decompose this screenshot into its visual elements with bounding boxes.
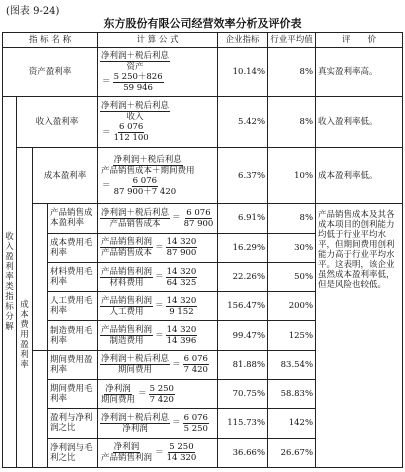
calc-denominator: 7 420 xyxy=(149,394,174,405)
calc-denominator: 14 320 xyxy=(166,453,197,464)
row-value: 81.88% xyxy=(218,350,268,379)
row-average: 8% xyxy=(268,47,316,97)
row-formula: $\frac{\text{净利润}}{\text{产品销售利润}}$ ＝ $\frac{5 250}{14 320}$ xyxy=(98,438,218,467)
formula-denominator: 净利润 xyxy=(122,423,148,434)
row-formula: $\frac{\text{净利润＋税后利息}}{\text{期间费用}}$ ＝ $\frac{6 076}{7 420}$ xyxy=(98,350,218,379)
row-formula: $\frac{\text{净利润＋税后利息}}{\text{产品销售成本}}$ ＝ $\frac{6 076}{87 900}$ xyxy=(98,204,218,233)
table-row xyxy=(3,97,403,148)
formula-numerator: 净利润 xyxy=(113,442,140,453)
row-formula: $\frac{\text{产品销售利润}}{\text{制造费用}}$ ＝ $\frac{14 320}{14 396}$ xyxy=(98,321,218,350)
calc-denominator: 7 420 xyxy=(183,365,208,376)
row-formula: $\frac{\text{产品销售利润}}{\text{人工费用}}$ ＝ $\frac{14 320}{9 152}$ xyxy=(98,292,218,321)
calc-numerator: 5 250 xyxy=(149,383,174,394)
formula-denominator: 产品销售成本 xyxy=(101,248,153,259)
row-name: 材料费用毛利率 xyxy=(48,262,98,291)
row-value: 99.47% xyxy=(218,321,268,350)
table-row xyxy=(3,47,403,97)
formula-denominator: 产品销售成本＋期间费用 xyxy=(101,165,195,176)
row-average: 30% xyxy=(268,233,316,262)
sub-group-label xyxy=(17,204,33,468)
row-value: 156.47% xyxy=(218,292,268,321)
row-average: 142% xyxy=(268,409,316,438)
row-average: 200% xyxy=(268,292,316,321)
row-name: 成本费用毛利率 xyxy=(48,233,98,262)
row-name: 产品销售成本盈利率 xyxy=(48,204,98,233)
formula-denominator: 产品销售成本 xyxy=(109,218,161,229)
formula-numerator: 产品销售利润 xyxy=(101,237,153,248)
formula-numerator: 产品销售利润 xyxy=(101,266,153,277)
side-group-text: 收 入 盈 利 率 类 指 标 分 解 xyxy=(5,232,14,333)
formula-numerator: 净利润＋税后利息 xyxy=(101,50,170,61)
calc-denominator: 112 100 xyxy=(113,133,149,144)
spacer-cell xyxy=(33,204,48,350)
row-value: 36.66% xyxy=(218,438,268,467)
formula-denominator: 产品销售利润 xyxy=(101,453,153,464)
row-value: 10.14% xyxy=(218,47,268,97)
row-formula: $\frac{\text{净利润＋税后利息}}{\text{收入}}$ ＝ $\frac{6 076}{112 100}$ xyxy=(98,97,218,148)
table-row xyxy=(3,147,403,203)
calc-denominator: 5 250 xyxy=(183,423,208,434)
header-formula: 计 算 公 式 xyxy=(98,33,218,48)
row-formula: $\frac{\text{净利润＋税后利息}}{\text{净利润}}$ ＝ $\frac{6 076}{5 250}$ xyxy=(98,409,218,438)
spacer-cell xyxy=(33,350,48,467)
row-average: 125% xyxy=(268,321,316,350)
efficiency-table xyxy=(2,32,403,468)
sub-group-text: 成 本 费 用 盈 利 率 xyxy=(20,300,29,371)
row-average: 10% xyxy=(268,147,316,203)
calc-numerator: 14 320 xyxy=(166,266,197,277)
row-name: 人工费用毛利率 xyxy=(48,292,98,321)
table-row xyxy=(3,204,403,233)
row-name: 资产盈利率 xyxy=(3,47,98,97)
row-value: 6.37% xyxy=(218,147,268,203)
header-evaluation: 评 价 xyxy=(316,33,403,48)
row-average: 8% xyxy=(268,97,316,148)
calc-numerator: 14 320 xyxy=(166,237,197,248)
spacer-cell xyxy=(17,147,33,203)
row-evaluation: 收入盈利率低。 xyxy=(316,97,403,148)
row-name: 期间费用盈利率 xyxy=(48,350,98,379)
row-average: 58.83% xyxy=(268,380,316,409)
formula-denominator: 期间费用 xyxy=(101,394,136,405)
formula-numerator: 净利润＋税后利息 xyxy=(101,412,170,423)
row-formula: $\frac{\text{净利润＋税后利息}}{\text{资产}}$ ＝ $\frac{5 250+826}{59 946}$ xyxy=(98,47,218,97)
side-group-label xyxy=(3,97,17,468)
row-value: 6.91% xyxy=(218,204,268,233)
formula-numerator: 净利润＋税后利息 xyxy=(101,101,170,112)
calc-denominator: 14 396 xyxy=(166,336,197,347)
row-average: 50% xyxy=(268,262,316,291)
row-name: 净利润与毛利之比 xyxy=(48,438,98,467)
formula-numerator: 净利润＋税后利息 xyxy=(101,354,170,365)
row-name: 盈利与净利润之比 xyxy=(48,409,98,438)
row-name: 成本盈利率 xyxy=(33,147,98,203)
formula-numerator: 净利润＋税后利息 xyxy=(101,207,170,218)
formula-denominator: 人工费用 xyxy=(109,306,144,317)
row-name: 收入盈利率 xyxy=(17,97,98,148)
formula-numerator: 净利润＋税后利息 xyxy=(113,154,182,165)
calc-denominator: 64 325 xyxy=(166,277,197,288)
calc-numerator: 6 076 xyxy=(183,412,208,423)
row-value: 5.42% xyxy=(218,97,268,148)
row-formula: $\frac{\text{净利润}}{\text{期间费用}}$ ＝ $\frac{5 250}{7 420}$ xyxy=(98,380,218,409)
formula-denominator: 资产 xyxy=(126,61,144,72)
calc-numerator: 5 250＋826 xyxy=(113,71,163,82)
calc-numerator: 6 076 xyxy=(118,122,144,133)
calc-numerator: 6 076 xyxy=(186,207,211,218)
row-value: 22.26% xyxy=(218,262,268,291)
row-formula: $\frac{\text{净利润＋税后利息}}{\text{产品销售成本＋期间费用}}$ ＝ $\frac{6 076}{87 900+7 420}$ xyxy=(98,147,218,203)
row-average: 8% xyxy=(268,204,316,233)
calc-numerator: 6 076 xyxy=(183,354,208,365)
row-evaluation: 真实盈利率高。 xyxy=(316,47,403,97)
formula-denominator: 制造费用 xyxy=(109,336,144,347)
header-average: 行业平均值 xyxy=(268,33,316,48)
formula-denominator: 材料费用 xyxy=(109,277,144,288)
header-row xyxy=(3,33,403,48)
row-formula: $\frac{\text{产品销售利润}}{\text{产品销售成本}}$ ＝ $\frac{14 320}{87 900}$ xyxy=(98,233,218,262)
row-value: 115.73% xyxy=(218,409,268,438)
calc-denominator: 59 946 xyxy=(123,82,153,93)
row-name: 制造费用毛利率 xyxy=(48,321,98,350)
calc-numerator: 14 320 xyxy=(166,325,197,336)
calc-numerator: 14 320 xyxy=(166,295,197,306)
row-name: 期间费用毛利率 xyxy=(48,380,98,409)
calc-denominator: 87 900 xyxy=(166,248,197,259)
header-name: 指 标 名 称 xyxy=(3,33,98,48)
detail-evaluation: 产品销售成本及其各成本项目的创利能力均低于行业平均水平，但期间费用创利能力高于行业平均水平。这表明，该企业虽然成本盈利率低，但是风险也较低。 xyxy=(316,204,403,468)
calc-denominator: 87 900＋7 420 xyxy=(113,186,177,197)
row-formula: $\frac{\text{产品销售利润}}{\text{材料费用}}$ ＝ $\frac{14 320}{64 325}$ xyxy=(98,262,218,291)
row-value: 70.75% xyxy=(218,380,268,409)
formula-denominator: 期间费用 xyxy=(118,365,153,376)
calc-denominator: 9 152 xyxy=(169,306,194,317)
figure-label: (图表 9-24) xyxy=(6,6,60,17)
row-evaluation: 成本盈利率低。 xyxy=(316,147,403,203)
formula-numerator: 产品销售利润 xyxy=(101,325,153,336)
formula-denominator: 收入 xyxy=(126,112,144,123)
row-average: 26.67% xyxy=(268,438,316,467)
row-average: 83.54% xyxy=(268,350,316,379)
row-value: 16.29% xyxy=(218,233,268,262)
header-value: 企业指标 xyxy=(218,33,268,48)
table-title: 东方股份有限公司经营效率分析及评价表 xyxy=(103,17,302,30)
calc-denominator: 87 900 xyxy=(183,218,214,229)
formula-numerator: 净利润 xyxy=(105,383,131,394)
calc-numerator: 6 076 xyxy=(132,175,158,186)
formula-numerator: 产品销售利润 xyxy=(101,295,153,306)
calc-numerator: 5 250 xyxy=(169,442,194,453)
